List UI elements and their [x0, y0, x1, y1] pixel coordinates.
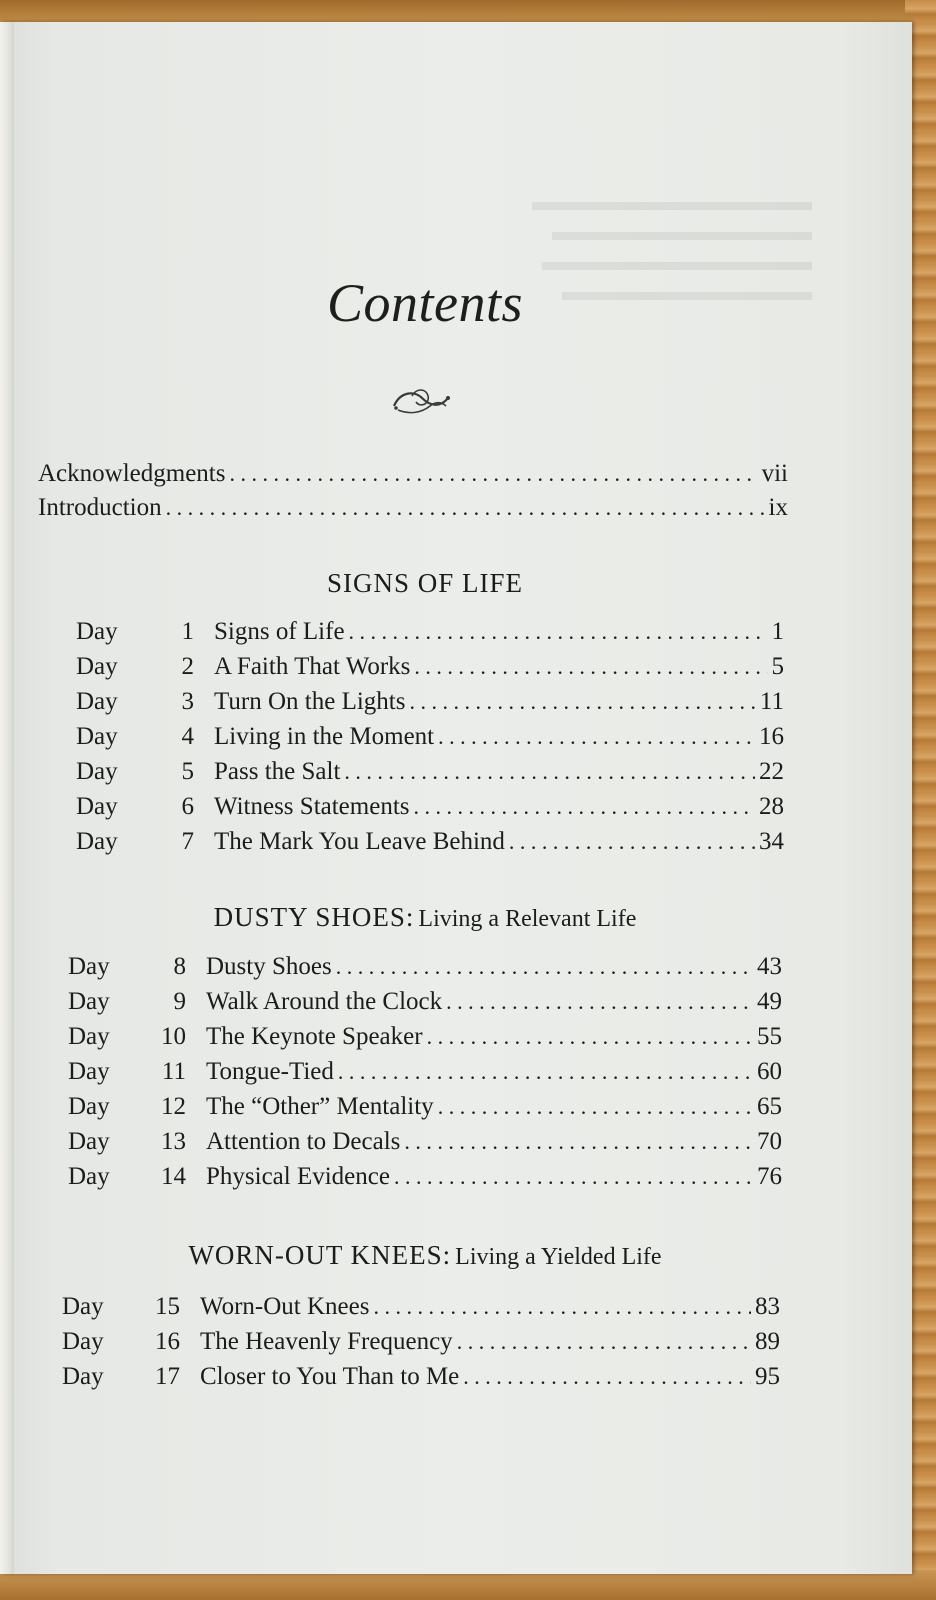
day-number: 11: [161, 1058, 186, 1085]
toc-entry-day-1[interactable]: [76, 617, 784, 647]
toc-entry-title: The Mark You Leave Behind: [214, 828, 505, 855]
toc-entry-page: 28: [759, 793, 784, 820]
toc-entry-day-3[interactable]: [76, 687, 784, 717]
toc-entry-title: Witness Statements: [214, 793, 410, 820]
day-label: Day: [76, 688, 118, 715]
toc-entry-page: 1: [771, 618, 784, 645]
toc-entry-page: vii: [761, 460, 788, 487]
day-number: 5: [181, 758, 194, 785]
toc-entry-acknowledgments[interactable]: [38, 459, 788, 489]
dot-leader: [457, 1327, 751, 1357]
dot-leader: [414, 652, 767, 682]
dot-leader: [229, 459, 757, 489]
toc-entry-title: Attention to Decals: [206, 1128, 401, 1155]
day-number: 6: [181, 793, 194, 820]
toc-entry-title: Pass the Salt: [214, 758, 341, 785]
day-label: Day: [68, 1163, 110, 1190]
dot-leader: [373, 1292, 751, 1322]
day-number: 14: [161, 1163, 186, 1190]
day-label: Day: [76, 758, 118, 785]
day-label: Day: [62, 1328, 104, 1355]
toc-entry-day-14[interactable]: [68, 1162, 782, 1192]
day-label: Day: [62, 1363, 104, 1390]
section-heading-subtitle: Living a Relevant Life: [418, 906, 637, 932]
wood-surface-bottom: [0, 1570, 936, 1600]
toc-entry-day-7[interactable]: [76, 827, 784, 857]
toc-entry-title: Walk Around the Clock: [206, 988, 443, 1015]
dot-leader: [338, 1057, 753, 1087]
toc-entry-title: The “Other” Mentality: [206, 1093, 434, 1120]
day-number: 1: [181, 618, 194, 645]
toc-entry-day-6[interactable]: [76, 792, 784, 822]
toc-entry-page: 89: [755, 1328, 780, 1355]
day-label: Day: [68, 988, 110, 1015]
dot-leader: [394, 1162, 753, 1192]
toc-entry-day-8[interactable]: [68, 952, 782, 982]
toc-entry-title: Acknowledgments: [38, 460, 226, 487]
toc-entry-title: Physical Evidence: [206, 1163, 390, 1190]
toc-entry-title: Living in the Moment: [214, 723, 435, 750]
toc-entry-page: 49: [757, 988, 782, 1015]
toc-entry-day-10[interactable]: [68, 1022, 782, 1052]
day-number: 7: [181, 828, 194, 855]
section-heading-dusty-shoes: [0, 902, 850, 933]
day-label: Day: [68, 1093, 110, 1120]
toc-entry-page: ix: [768, 494, 788, 521]
day-number: 10: [161, 1023, 186, 1050]
section-heading-signs-of-life: [0, 568, 850, 599]
toc-entry-page: 83: [755, 1293, 780, 1320]
day-number: 8: [173, 953, 186, 980]
day-label: Day: [76, 793, 118, 820]
section-heading-worn-out-knees: [0, 1240, 850, 1271]
page-title: Contents: [326, 273, 523, 333]
toc-entry-page: 16: [759, 723, 784, 750]
day-label: Day: [62, 1293, 104, 1320]
toc-entry-page: 11: [759, 688, 784, 715]
book-page: [0, 22, 912, 1574]
dot-leader: [349, 617, 768, 647]
dot-leader: [427, 1022, 753, 1052]
dot-leader: [438, 722, 755, 752]
section-heading-main: DUSTY SHOES:: [213, 902, 415, 932]
toc-entry-day-4[interactable]: [76, 722, 784, 752]
toc-entry-day-17[interactable]: [62, 1362, 780, 1392]
toc-entry-page: 22: [759, 758, 784, 785]
toc-entry-title: Signs of Life: [214, 618, 345, 645]
day-number: 13: [161, 1128, 186, 1155]
toc-entry-day-16[interactable]: [62, 1327, 780, 1357]
day-number: 17: [155, 1363, 180, 1390]
section-heading-main: SIGNS OF LIFE: [326, 568, 524, 598]
toc-entry-title: The Heavenly Frequency: [200, 1328, 453, 1355]
toc-entry-day-12[interactable]: [68, 1092, 782, 1122]
toc-entry-title: Turn On the Lights: [214, 688, 406, 715]
toc-entry-page: 43: [757, 953, 782, 980]
toc-entry-title: Introduction: [38, 494, 162, 521]
toc-entry-page: 60: [757, 1058, 782, 1085]
toc-entry-page: 70: [757, 1128, 782, 1155]
dot-leader: [166, 493, 765, 523]
dot-leader: [409, 687, 755, 717]
dot-leader: [509, 827, 755, 857]
dot-leader: [446, 987, 753, 1017]
toc-entry-day-13[interactable]: [68, 1127, 782, 1157]
day-number: 12: [161, 1093, 186, 1120]
toc-entry-title: The Keynote Speaker: [206, 1023, 423, 1050]
toc-entry-day-5[interactable]: [76, 757, 784, 787]
day-label: Day: [76, 618, 118, 645]
day-label: Day: [68, 1058, 110, 1085]
toc-entry-title: Tongue-Tied: [206, 1058, 334, 1085]
day-number: 16: [155, 1328, 180, 1355]
page-binding-edge: [0, 22, 14, 1574]
toc-entry-introduction[interactable]: [38, 493, 788, 523]
toc-entry-page: 65: [757, 1093, 782, 1120]
day-number: 9: [173, 988, 186, 1015]
toc-entry-page: 5: [771, 653, 784, 680]
flourish-ornament-icon: [390, 384, 454, 418]
toc-entry-title: Closer to You Than to Me: [200, 1363, 460, 1390]
dot-leader: [404, 1127, 753, 1157]
day-label: Day: [76, 828, 118, 855]
day-number: 2: [181, 653, 194, 680]
section-heading-main: WORN-OUT KNEES:: [188, 1240, 452, 1270]
dot-leader: [414, 792, 756, 822]
day-number: 15: [155, 1293, 180, 1320]
toc-entry-day-11[interactable]: [68, 1057, 782, 1087]
toc-entry-page: 34: [759, 828, 784, 855]
day-number: 4: [181, 723, 194, 750]
dot-leader: [344, 757, 755, 787]
day-label: Day: [68, 1023, 110, 1050]
day-number: 3: [181, 688, 194, 715]
day-label: Day: [68, 1128, 110, 1155]
dot-leader: [438, 1092, 753, 1122]
toc-entry-page: 55: [757, 1023, 782, 1050]
toc-entry-day-9[interactable]: [68, 987, 782, 1017]
toc-entry-title: Dusty Shoes: [206, 953, 332, 980]
dot-leader: [336, 952, 753, 982]
dot-leader: [463, 1362, 751, 1392]
toc-entry-day-2[interactable]: [76, 652, 784, 682]
toc-entry-title: A Faith That Works: [214, 653, 411, 680]
toc-entry-day-15[interactable]: [62, 1292, 780, 1322]
day-label: Day: [76, 653, 118, 680]
toc-entry-title: Worn-Out Knees: [200, 1293, 370, 1320]
toc-entry-page: 76: [757, 1163, 782, 1190]
day-label: Day: [76, 723, 118, 750]
section-heading-subtitle: Living a Yielded Life: [455, 1244, 662, 1270]
toc-entry-page: 95: [755, 1363, 780, 1390]
day-label: Day: [68, 953, 110, 980]
